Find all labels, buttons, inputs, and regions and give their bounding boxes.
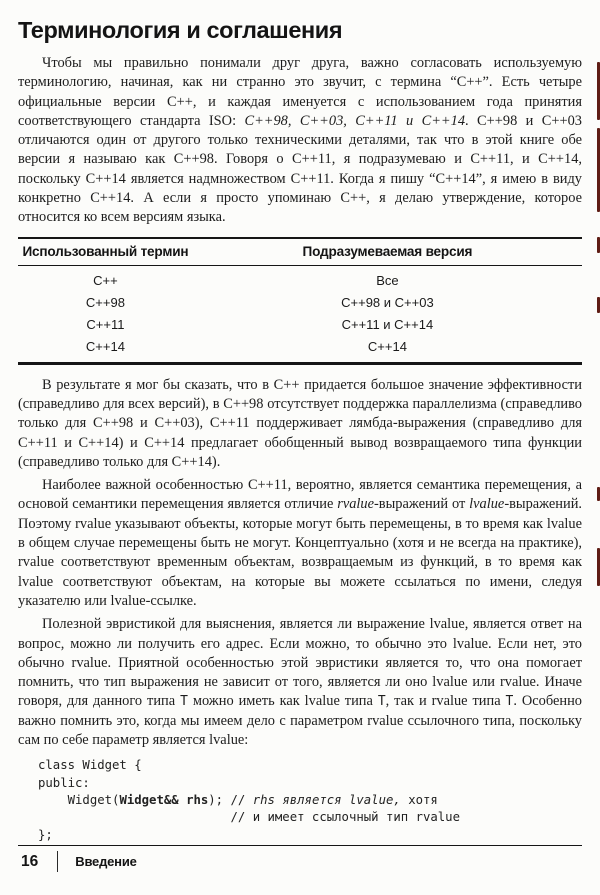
text-run: Наиболее важной особенностью C++11, вероятно, является семантика перемещения, а основой семантики перемещения является отличие — [18, 477, 582, 513]
code-run: Widget&& rhs — [119, 792, 209, 807]
paragraph-move-semantics — [18, 476, 582, 611]
table-cell: C++11 — [86, 316, 125, 332]
text-run: -выражений. Поэтому rvalue указывают объекты, которые могут быть перемещены, в то время как lvalue в общем случае перемещены быть не могут. Концептуально (хотя и не всегда на практике), rvalue соответствуют временным объектам, возвращаемым из функций, в то время как lvalue соответствуют объектам, на которые вы можете ссылаться по имени, следуя указателю или lvalue-ссылке. — [18, 496, 582, 609]
code-run: Widget( — [38, 792, 120, 807]
table-cell: C++98 — [85, 294, 125, 310]
paragraph-result — [18, 376, 582, 472]
footer-separator — [57, 851, 58, 872]
paragraph-heuristic — [18, 615, 582, 750]
table-row — [18, 335, 582, 363]
text-run: В результате я мог бы сказать, что в C++ придается большое значение эффективности (справедливо для всех версий), в C++98 отсутствует поддержка параллелизма (справедливо только для C++98 и C++03), C++11 поддерживает лямбда-выражения (справедливо для C++11 и C++14) и C++14 предлагает обобщенный вывод возвращаемого типа функции (справедливо только для C++14). — [18, 376, 582, 470]
table-row — [18, 265, 582, 291]
page-number: 16 — [21, 852, 39, 870]
table-header-row — [18, 238, 582, 266]
text-run: . Особенно важно помнить это, когда мы имеем дело с параметром rvalue ссылочного типа, поскольку сам по себе параметр является lvalue: — [18, 693, 582, 749]
table-cell: Все — [376, 272, 399, 288]
code-line — [38, 792, 582, 809]
code-line — [38, 827, 582, 844]
text-run: Полезной эвристикой для выяснения, является ли выражение lvalue, является ответ на вопрос, можно ли получить его адрес. Если можно, то обычно это lvalue. Если нет, это обычно rvalue. Приятной особенностью этой эвристики является то, что она помогает помнить, что тип выражения не зависит от того, является ли оно lvalue или rvalue. Иначе говоря, для данного типа — [18, 616, 582, 710]
code-line — [38, 775, 582, 792]
code-run: rhs является lvalue, — [252, 792, 401, 807]
table-cell: C++ — [93, 272, 118, 288]
code-run: ); — [208, 792, 231, 807]
text-run: . C++98 и C++03 отличаются один от другого только техническими деталями, так что в этой книге обе версии я называю как C++98. Говоря о C++11, я подразумеваю и C++11, и C++14, поскольку C++14 является надмножеством C++11. Когда я пишу “C++14”, я имею в виду конкретно C++14. А если я просто упоминаю C++, я делаю утверждение, которое относится ко всем версиям языка. — [18, 112, 582, 226]
table-row — [18, 313, 582, 335]
column-header-term: Использованный термин — [18, 238, 193, 266]
page-footer — [18, 845, 582, 872]
table-row — [18, 291, 582, 313]
section-title: Введение — [75, 854, 137, 869]
code-run: public: — [38, 775, 90, 790]
table-cell: C++11 и C++14 — [341, 316, 434, 332]
table-header — [18, 238, 582, 266]
code-line — [38, 809, 582, 826]
text-run: , так и rvalue типа — [385, 693, 506, 710]
code-run: class Widget { — [38, 758, 142, 773]
code-line — [38, 757, 582, 774]
text-run: T — [505, 694, 514, 710]
paragraph-terminology — [18, 54, 582, 228]
code-run: // — [230, 792, 253, 807]
code-run: }; — [38, 827, 53, 842]
table-cell: C++14 — [367, 338, 407, 354]
text-run: lvalue — [469, 496, 505, 513]
code-listing-widget — [38, 757, 582, 843]
table-cell: C++98 и C++03 — [341, 294, 434, 310]
text-run: T — [377, 694, 386, 710]
code-run: хотя — [400, 792, 438, 807]
column-header-version: Подразумеваемая версия — [193, 238, 582, 266]
text-run: -выражений от — [374, 496, 470, 513]
text-run: можно иметь как lvalue типа — [187, 693, 378, 710]
text-run: C++98, C++03, C++11 и C++14 — [244, 112, 466, 129]
table-cell: C++14 — [85, 338, 125, 354]
code-run: // и имеет ссылочный тип rvalue — [38, 810, 460, 825]
text-run: Чтобы мы правильно понимали друг друга, важно согласовать используемую терминологию, начиная, как ни странно это звучит, с термина “C++”. Есть четыре официальные версии C++, и каждая именуется с использованием года принятия соответствующего стандарта ISO: — [18, 55, 582, 129]
text-run: rvalue — [337, 496, 374, 513]
table-body — [18, 265, 582, 363]
page-title: Терминология и соглашения — [18, 17, 343, 43]
text-run: T — [180, 694, 188, 710]
version-terms-table — [18, 237, 582, 365]
